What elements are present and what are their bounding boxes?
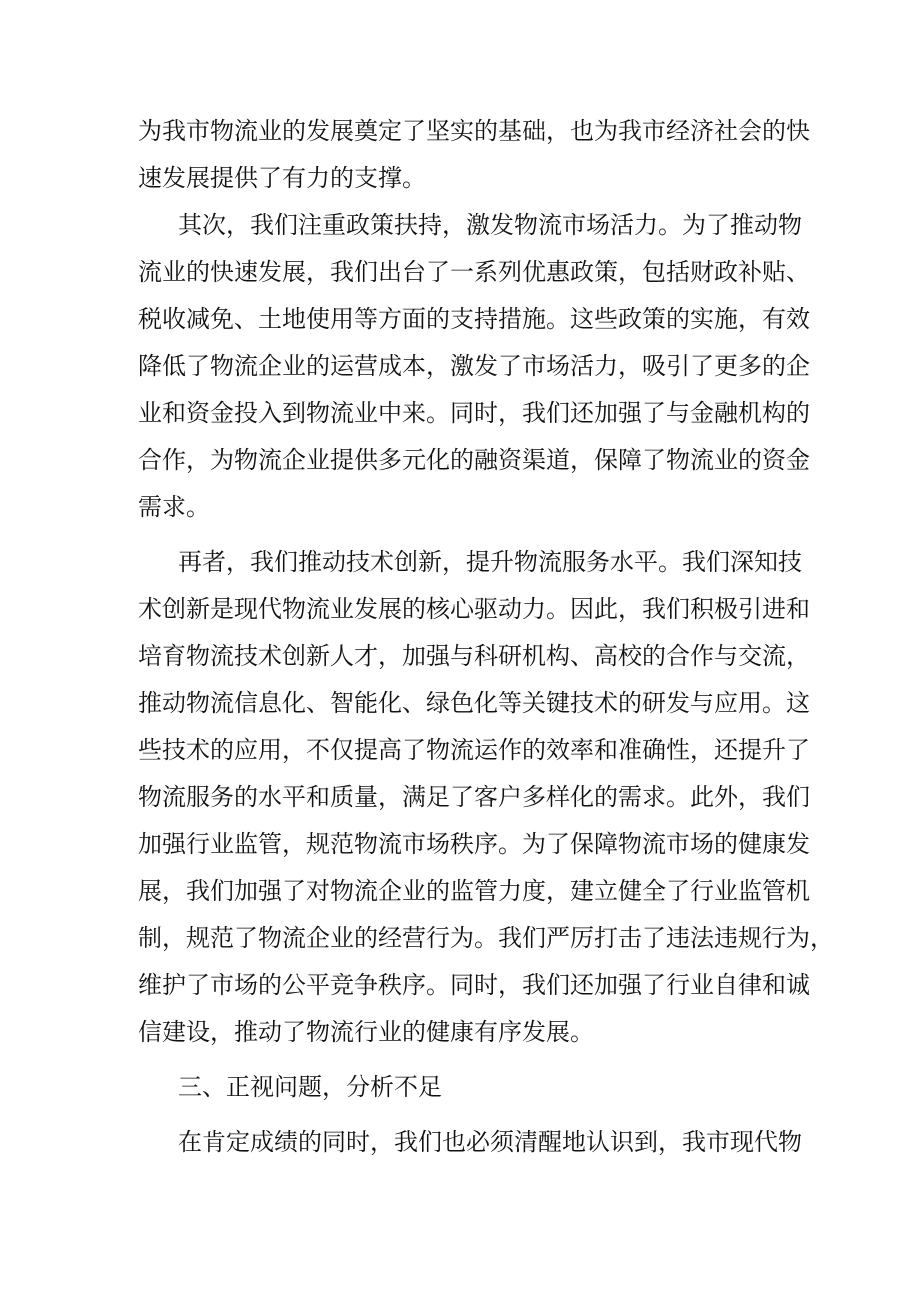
paragraph-line: 税收减免、土地使用等方面的支持措施。这些政策的实施，有效 [138,305,810,333]
paragraph-line: 再者，我们推动技术创新，提升物流服务水平。我们深知技 [178,548,802,576]
paragraph-line: 信建设，推动了物流行业的健康有序发展。 [138,1018,594,1046]
paragraph-line: 制，规范了物流企业的经营行为。我们严厉打击了违法违规行为， [138,924,834,952]
paragraph-line: 术创新是现代物流业发展的核心驱动力。因此，我们积极引进和 [138,595,810,623]
paragraph-line: 业和资金投入到物流业中来。同时，我们还加强了与金融机构的 [138,399,810,427]
paragraph-line: 流业的快速发展，我们出台了一系列优惠政策，包括财政补贴、 [138,258,810,286]
section-heading: 三、正视问题，分析不足 [178,1073,442,1101]
paragraph-line: 维护了市场的公平竞争秩序。同时，我们还加强了行业自律和诚 [138,971,810,999]
paragraph-line: 合作，为物流企业提供多元化的融资渠道，保障了物流业的资金 [138,446,810,474]
paragraph-line: 需求。 [138,493,210,521]
paragraph-line: 其次，我们注重政策扶持，激发物流市场活力。为了推动物 [178,211,802,239]
paragraph-line: 物流服务的水平和质量，满足了客户多样化的需求。此外，我们 [138,783,810,811]
paragraph-line: 推动物流信息化、智能化、绿色化等关键技术的研发与应用。这 [138,689,810,717]
paragraph-line: 展，我们加强了对物流企业的监管力度，建立健全了行业监管机 [138,877,810,905]
paragraph-line: 培育物流技术创新人才，加强与科研机构、高校的合作与交流， [138,642,810,670]
paragraph-line: 速发展提供了有力的支撑。 [138,164,426,192]
paragraph-line: 为我市物流业的发展奠定了坚实的基础，也为我市经济社会的快 [138,117,810,145]
paragraph-line: 降低了物流企业的运营成本，激发了市场活力，吸引了更多的企 [138,352,810,380]
paragraph-line: 加强行业监管，规范物流市场秩序。为了保障物流市场的健康发 [138,830,810,858]
paragraph-line: 在肯定成绩的同时，我们也必须清醒地认识到，我市现代物 [178,1128,802,1156]
paragraph-line: 些技术的应用，不仅提高了物流运作的效率和准确性，还提升了 [138,736,810,764]
